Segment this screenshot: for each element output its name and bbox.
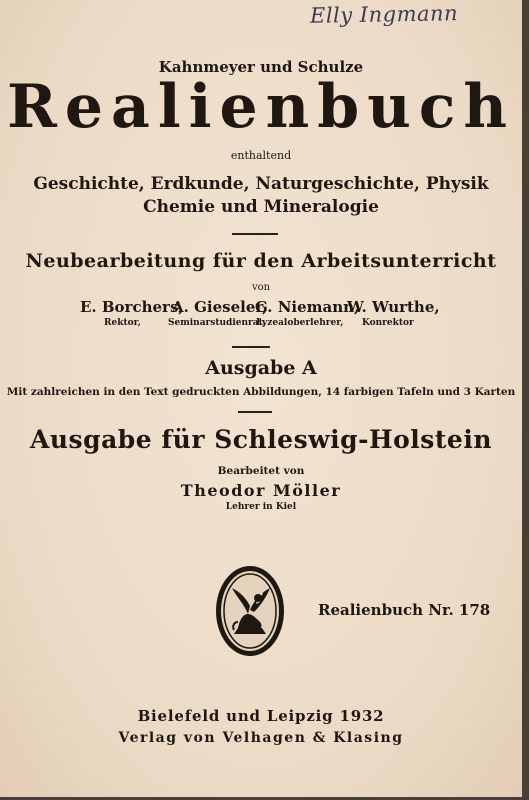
series-number: Realienbuch Nr. 178 — [318, 601, 491, 619]
author-role: Lyzealoberlehrer, — [256, 318, 344, 328]
author-name: A. Gieseler, — [172, 298, 268, 316]
revision-title: Neubearbeitung für den Arbeitsunterricht — [25, 250, 497, 272]
publishers-line: Kahnmeyer und Schulze — [158, 58, 364, 76]
edition-note: Mit zahlreichen in den Text gedruckten Abbildungen, 14 farbigen Tafeln und 3 Karten — [6, 386, 516, 398]
editor-name: Theodor Möller — [180, 481, 342, 500]
handwritten-signature: Elly Ingmann — [309, 1, 459, 28]
author-role: Seminarstudienrat, — [168, 318, 266, 328]
containing-label: enthaltend — [230, 149, 292, 162]
edition-title: Ausgabe A — [205, 357, 317, 379]
subjects-line-1: Geschichte, Erdkunde, Naturgeschichte, Physik — [33, 174, 489, 194]
regional-edition-title: Ausgabe für Schleswig-Holstein — [29, 425, 493, 454]
author-name: W. Wurthe, — [347, 298, 440, 316]
author-name: E. Borchers, — [80, 298, 184, 316]
book-title: Realienbuch — [6, 72, 516, 142]
editor-role: Lehrer in Kiel — [225, 502, 297, 512]
divider-rule-3 — [238, 411, 272, 413]
author-role: Rektor, — [104, 318, 141, 328]
subjects-line-2: Chemie und Mineralogie — [143, 197, 379, 217]
publisher-griffin-emblem-icon — [214, 564, 286, 658]
author-role: Konrektor — [362, 318, 414, 328]
divider-rule-1 — [232, 233, 278, 235]
edited-by-label: Bearbeitet von — [217, 465, 305, 477]
author-name: G. Niemann, — [255, 298, 360, 316]
imprint-publisher: Verlag von Velhagen & Klasing — [118, 730, 404, 746]
revision-by-label: von — [251, 282, 271, 293]
divider-rule-2 — [232, 346, 270, 348]
imprint-place-year: Bielefeld und Leipzig 1932 — [137, 707, 385, 725]
page-edge-shadow — [522, 0, 529, 800]
